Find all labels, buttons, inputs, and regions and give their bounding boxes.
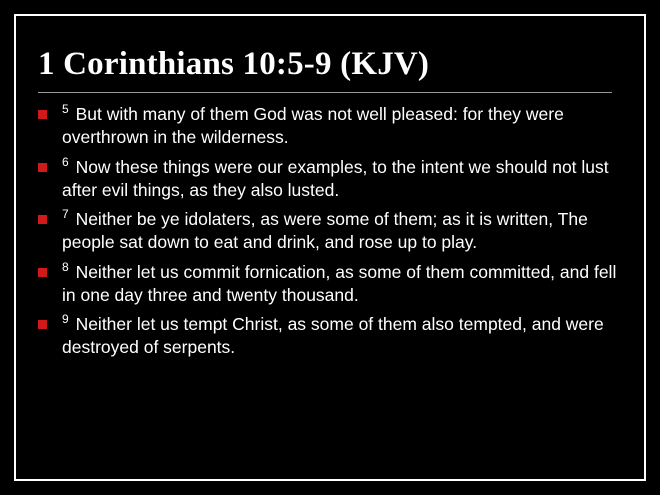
list-item bbox=[38, 208, 628, 254]
verse-text: Neither let us commit fornication, as some of them committed, and fell in one day three and twenty thousand. bbox=[62, 261, 617, 305]
square-bullet-icon bbox=[38, 268, 47, 277]
square-bullet-icon bbox=[38, 110, 47, 119]
square-bullet-icon bbox=[38, 163, 47, 172]
verse-list bbox=[38, 103, 628, 359]
verse-text: But with many of them God was not well pleased: for they were overthrown in the wilderness. bbox=[62, 104, 564, 148]
square-bullet-icon bbox=[38, 320, 47, 329]
verse-number: 6 bbox=[62, 154, 69, 169]
verse-text: Neither be ye idolaters, as were some of them; as it is written, The people sat down to eat and drink, and rose up to play. bbox=[62, 209, 588, 253]
square-bullet-icon bbox=[38, 215, 47, 224]
list-item bbox=[38, 103, 628, 149]
verse-text: Now these things were our examples, to the intent we should not lust after evil things, as they also lusted. bbox=[62, 156, 609, 200]
verse-number: 8 bbox=[62, 259, 69, 274]
verse-text: Neither let us tempt Christ, as some of them also tempted, and were destroyed of serpents. bbox=[62, 314, 604, 358]
list-item bbox=[38, 156, 628, 202]
title-divider bbox=[38, 92, 612, 93]
slide-content bbox=[38, 46, 628, 366]
list-item bbox=[38, 261, 628, 307]
verse-number: 7 bbox=[62, 207, 69, 222]
verse-number: 9 bbox=[62, 312, 69, 327]
page-title: 1 Corinthians 10:5-9 (KJV) bbox=[38, 46, 430, 82]
verse-number: 5 bbox=[62, 102, 69, 117]
list-item bbox=[38, 313, 628, 359]
